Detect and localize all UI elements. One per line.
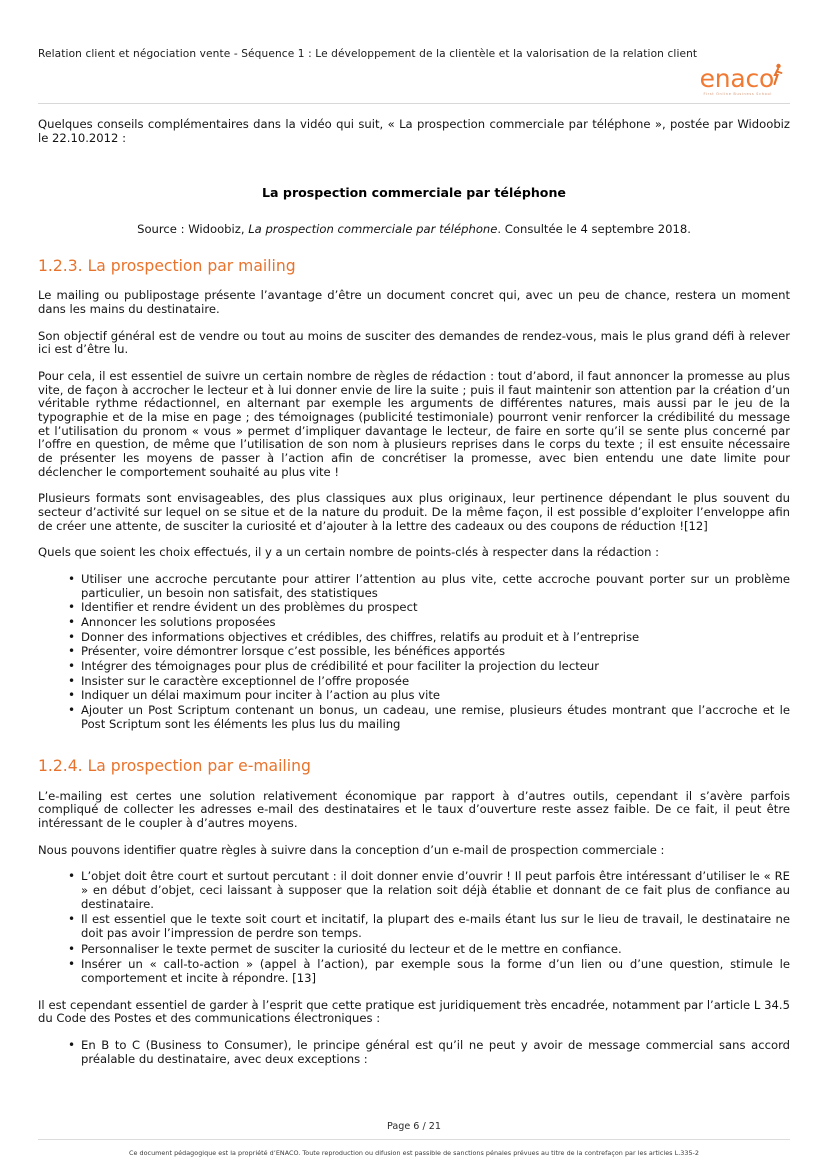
- source-suffix: . Consultée le 4 septembre 2018.: [497, 222, 691, 237]
- footer-legal-notice: Ce document pédagogique est la propriété d’ENACO. Toute reproduction ou difusion est passible de sanctions pénales prévues au titre de la contrefaçon par les articles L.335-2: [129, 1149, 699, 1157]
- mailing-key-points-list: [38, 573, 790, 731]
- page-footer: [38, 1121, 790, 1171]
- list-item: • Personnaliser le texte permet de susciter la curiosité du lecteur et de le mettre en confiance.: [68, 943, 790, 957]
- list-item: • Ajouter un Post Scriptum contenant un bonus, un cadeau, une remise, plusieurs études montrant que l’accroche et le Post Scriptum sont les éléments les plus lus du mailing: [68, 704, 790, 731]
- footer-divider: [38, 1139, 790, 1140]
- video-title: La prospection commerciale par téléphone: [262, 185, 566, 201]
- emailing-paragraph-1: L’e-mailing est certes une solution relativement économique par rapport à d’autres outils, cependant il s’avère parfois compliqué de collecter les adresses e-mail des destinataires et le taux d’ouverture reste assez faible. De ce fait, il peut être intéressant de le coupler à d’autres moyens.: [38, 788, 790, 830]
- logo-wordmark-text: enaco: [699, 64, 774, 94]
- video-source-line: [38, 222, 790, 236]
- intro-paragraph: Quelques conseils complémentaires dans la vidéo qui suit, « La prospection commerciale par téléphone », postée par Widoobiz le 22.10.2012 :: [38, 116, 790, 145]
- list-item: • Donner des informations objectives et crédibles, des chiffres, relatifs au produit et à l’entreprise: [68, 631, 790, 645]
- running-figure-icon: [771, 65, 782, 87]
- list-item: • Intégrer des témoignages pour plus de crédibilité et pour faciliter la projection du lecteur: [68, 660, 790, 674]
- list-item: • Insérer un « call-to-action » (appel à l’action), par exemple sous la forme d’un lien ou d’une question, stimule le comportement et incite à répondre. [13]: [68, 958, 790, 985]
- mailing-paragraph-5: Quels que soient les choix effectués, il y a un certain nombre de points-clés à respecter dans la rédaction :: [38, 545, 660, 560]
- list-item: • Présenter, voire démontrer lorsque c’est possible, les bénéfices apportés: [68, 645, 790, 659]
- source-italic-title: La prospection commerciale par téléphone: [248, 222, 498, 237]
- enaco-logo: [700, 65, 782, 97]
- header-course-title: Relation client et négociation vente - Séquence 1 : Le développement de la clientèle et la valorisation de la relation client: [38, 48, 698, 60]
- mailing-paragraph-2: Son objectif général est de vendre ou tout au moins de susciter des demandes de rendez-vous, mais le plus grand défi à relever ici est d’être lu.: [38, 328, 790, 357]
- mailing-paragraph-1: Le mailing ou publipostage présente l’avantage d’être un document concret qui, avec un peu de chance, restera un moment dans les mains du destinataire.: [38, 288, 790, 316]
- logo-wordmark: [699, 64, 782, 94]
- logo-container: [38, 65, 790, 97]
- page-header: [38, 0, 790, 104]
- list-item: • Il est essentiel que le texte soit court et incitatif, la plupart des e-mails étant lus sur le lieu de travail, le destinataire ne doit pas avoir l’impression de perdre son temps.: [68, 913, 790, 940]
- section-heading-mailing: 1.2.3. La prospection par mailing: [38, 257, 296, 276]
- list-item: • Annoncer les solutions proposées: [68, 616, 790, 630]
- emailing-closing-paragraph: Il est cependant essentiel de garder à l’esprit que cette pratique est juridiquement très encadrée, notamment par l’article L 34.5 du Code des Postes et des communications électroniques :: [38, 997, 790, 1026]
- list-item: • L’objet doit être court et surtout percutant : il doit donner envie d’ouvrir ! Il peut parfois être intéressant d’utiliser le « RE » en début d’objet, ceci laissant à supposer que la relation soit déjà établie et donnant de ce fait plus de confiance au destinataire.: [68, 870, 790, 911]
- list-item: • Utiliser une accroche percutante pour attirer l’attention au plus vite, cette accroche pouvant porter sur un problème particulier, un besoin non satisfait, des statistiques: [68, 573, 790, 600]
- logo-tagline: First Online Business School: [703, 92, 772, 97]
- mailing-paragraph-3: Pour cela, il est essentiel de suivre un certain nombre de règles de rédaction : tout d’abord, il faut annoncer la promesse au plus vite, de façon à accrocher le lecteur et à lui donner envie de lire la suite ; puis il faut maintenir son attention par la création d’un véritable rythme rédactionnel, en alternant par exemple les arguments de différentes natures, mais aussi par le jeu de la typographie et de la mise en page ; des témoignages (publicité testimoniale) pourront venir renforcer la crédibilité du message et l’utilisation du pronom « vous » permet d’impliquer davantage le lecteur, de faire en sorte qu’il se sente plus concerné par l’offre en question, de même que l’utilisation de son nom à plusieurs reprises dans le corps du texte ; il est ensuite nécessaire de présenter les moyens de passer à l’action afin de concrétiser la promesse, avec bien entendu une date limite pour déclencher le comportement souhaité au plus vite !: [38, 369, 790, 479]
- section-heading-emailing: 1.2.4. La prospection par e-mailing: [38, 757, 311, 776]
- source-prefix: Source : Widoobiz,: [137, 222, 249, 237]
- list-item: • Indiquer un délai maximum pour inciter à l’action au plus vite: [68, 689, 790, 703]
- mailing-paragraph-4: Plusieurs formats sont envisageables, des plus classiques aux plus originaux, leur pertinence dépendant le plus souvent du secteur d’activité sur lequel on se situe et de la nature du produit. De la même façon, il est possible d’exploiter l’enveloppe afin de créer une attente, de susciter la curiosité et d’ajouter à la lettre des cadeaux ou des coupons de réduction ![12]: [38, 491, 790, 533]
- page-number: Page 6 / 21: [387, 1121, 441, 1132]
- emailing-paragraph-2: Nous pouvons identifier quatre règles à suivre dans la conception d’un e-mail de prospection commerciale :: [38, 842, 665, 857]
- document-content: [38, 104, 790, 1121]
- list-item: • En B to C (Business to Consumer), le principe général est qu’il ne peut y avoir de message commercial sans accord préalable du destinataire, avec deux exceptions :: [68, 1039, 790, 1066]
- list-item: • Identifier et rendre évident un des problèmes du prospect: [68, 601, 790, 615]
- emailing-rules-list: [38, 870, 790, 985]
- list-item: • Insister sur le caractère exceptionnel de l’offre proposée: [68, 675, 790, 689]
- emailing-legal-list: [38, 1039, 790, 1066]
